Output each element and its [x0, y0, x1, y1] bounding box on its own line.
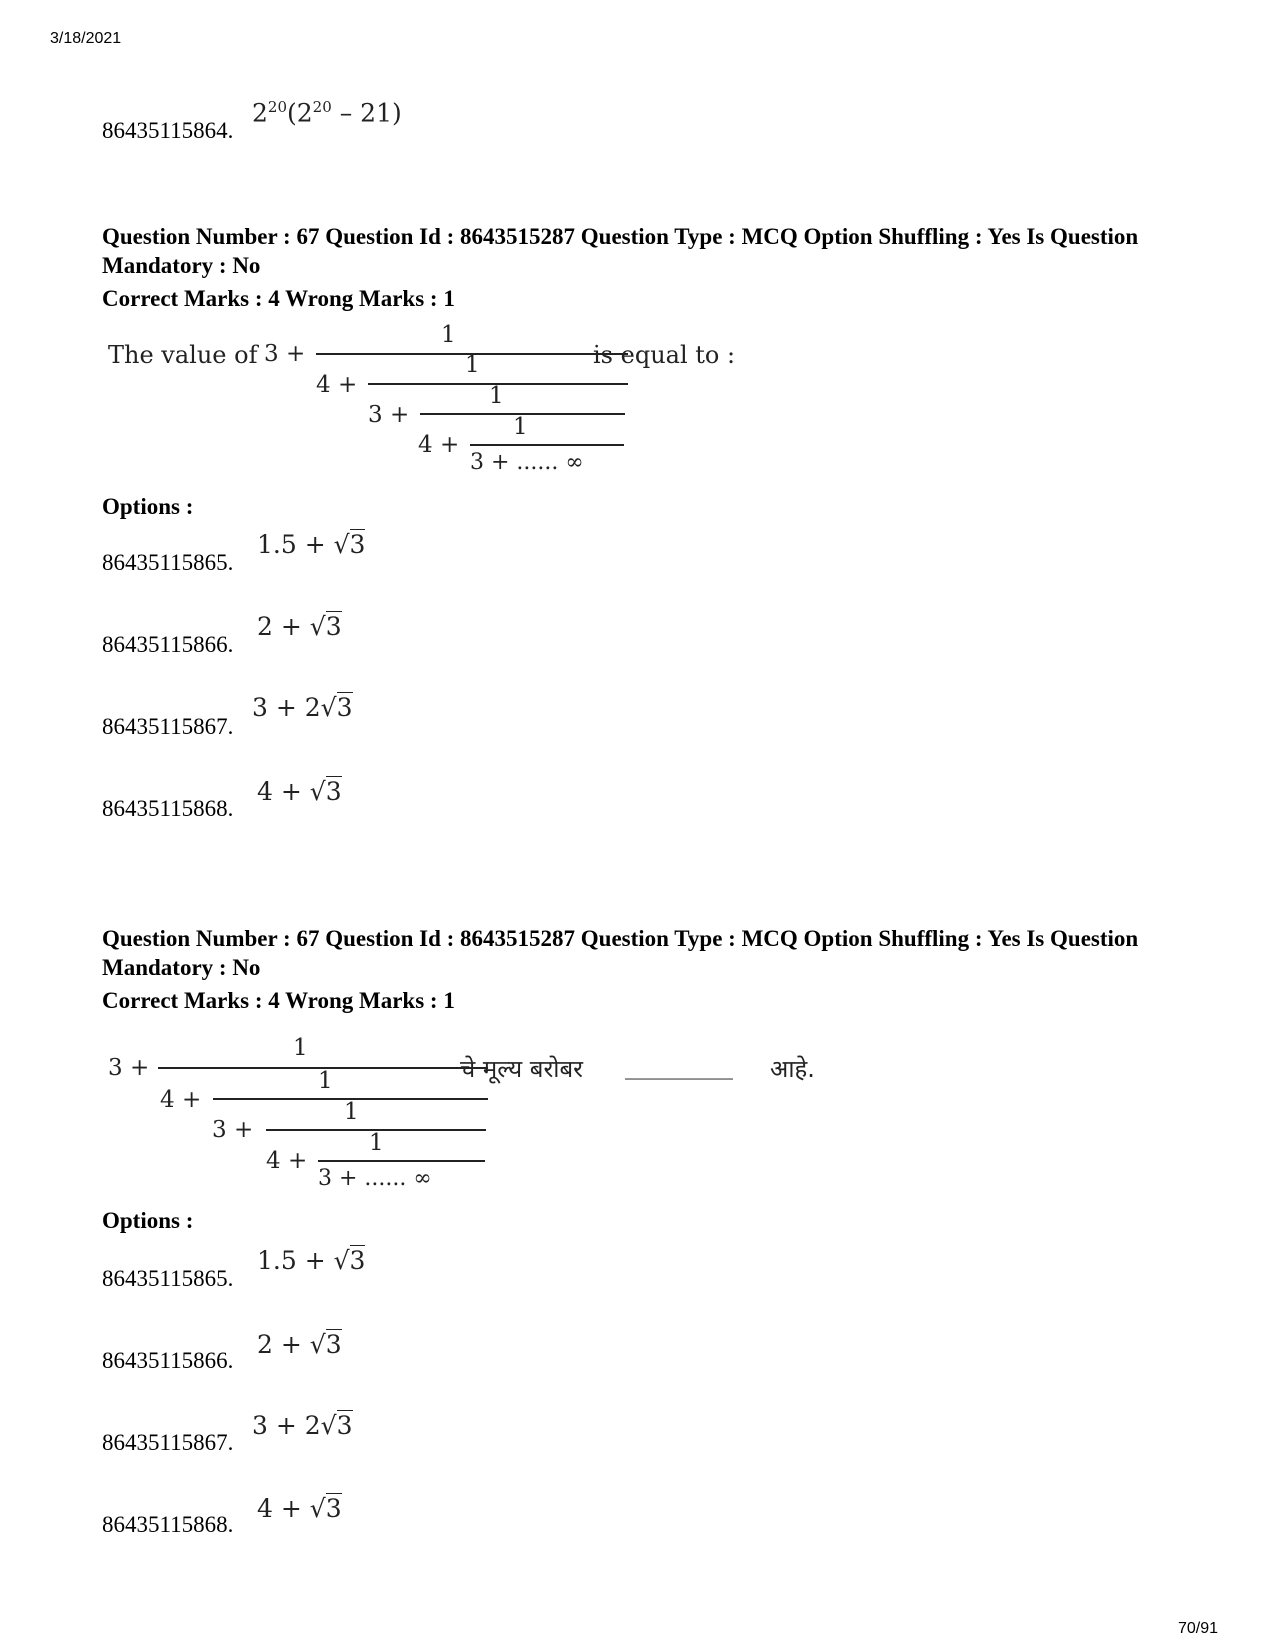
option-expression: 1.5 + √3: [257, 1246, 366, 1275]
option-expression: 2 + √3: [257, 612, 342, 641]
option-expression: $2^{20}(2^{20} - 21)$: [252, 98, 402, 128]
question-header: Question Number : 67 Question Id : 8643515287 Question Type : MCQ Option Shuffling : Yes Is Question Mandatory : No: [102, 224, 1139, 278]
option-id: 86435115868.: [102, 796, 234, 821]
option-id: 86435115867.: [102, 714, 234, 739]
option-expression: 1.5 + √3: [257, 530, 366, 559]
option-id: 86435115866.: [102, 632, 234, 657]
question-header: Question Number : 67 Question Id : 8643515287 Question Type : MCQ Option Shuffling : Yes Is Question Mandatory : No: [102, 926, 1139, 980]
print-date: 3/18/2021: [50, 30, 122, 47]
marks-info: Correct Marks : 4 Wrong Marks : 1: [102, 988, 455, 1013]
option-expression: 2 + √3: [257, 1330, 342, 1359]
question-end: आहे.: [770, 1055, 815, 1083]
page-number: 70/91: [1178, 1620, 1219, 1637]
option-expression: 3 + 2√3: [252, 693, 353, 722]
option-id: 86435115865.: [102, 1266, 234, 1291]
option-expression: 3 + 2√3: [252, 1411, 353, 1440]
answer-blank: _________: [625, 1052, 733, 1080]
question-suffix: चे मूल्य बरोबर: [460, 1055, 583, 1083]
option-id: 86435115866.: [102, 1348, 234, 1373]
question-prefix: The value of: [108, 341, 258, 369]
option-id: 86435115868.: [102, 1512, 234, 1537]
option-id: 86435115864.: [102, 118, 234, 143]
option-id: 86435115865.: [102, 550, 234, 575]
options-label: Options :: [102, 494, 194, 519]
question-suffix: is equal to :: [593, 341, 736, 369]
options-label: Options :: [102, 1208, 194, 1233]
marks-info: Correct Marks : 4 Wrong Marks : 1: [102, 286, 455, 311]
option-expression: 4 + √3: [257, 777, 342, 806]
option-expression: 4 + √3: [257, 1494, 342, 1523]
option-id: 86435115867.: [102, 1430, 234, 1455]
